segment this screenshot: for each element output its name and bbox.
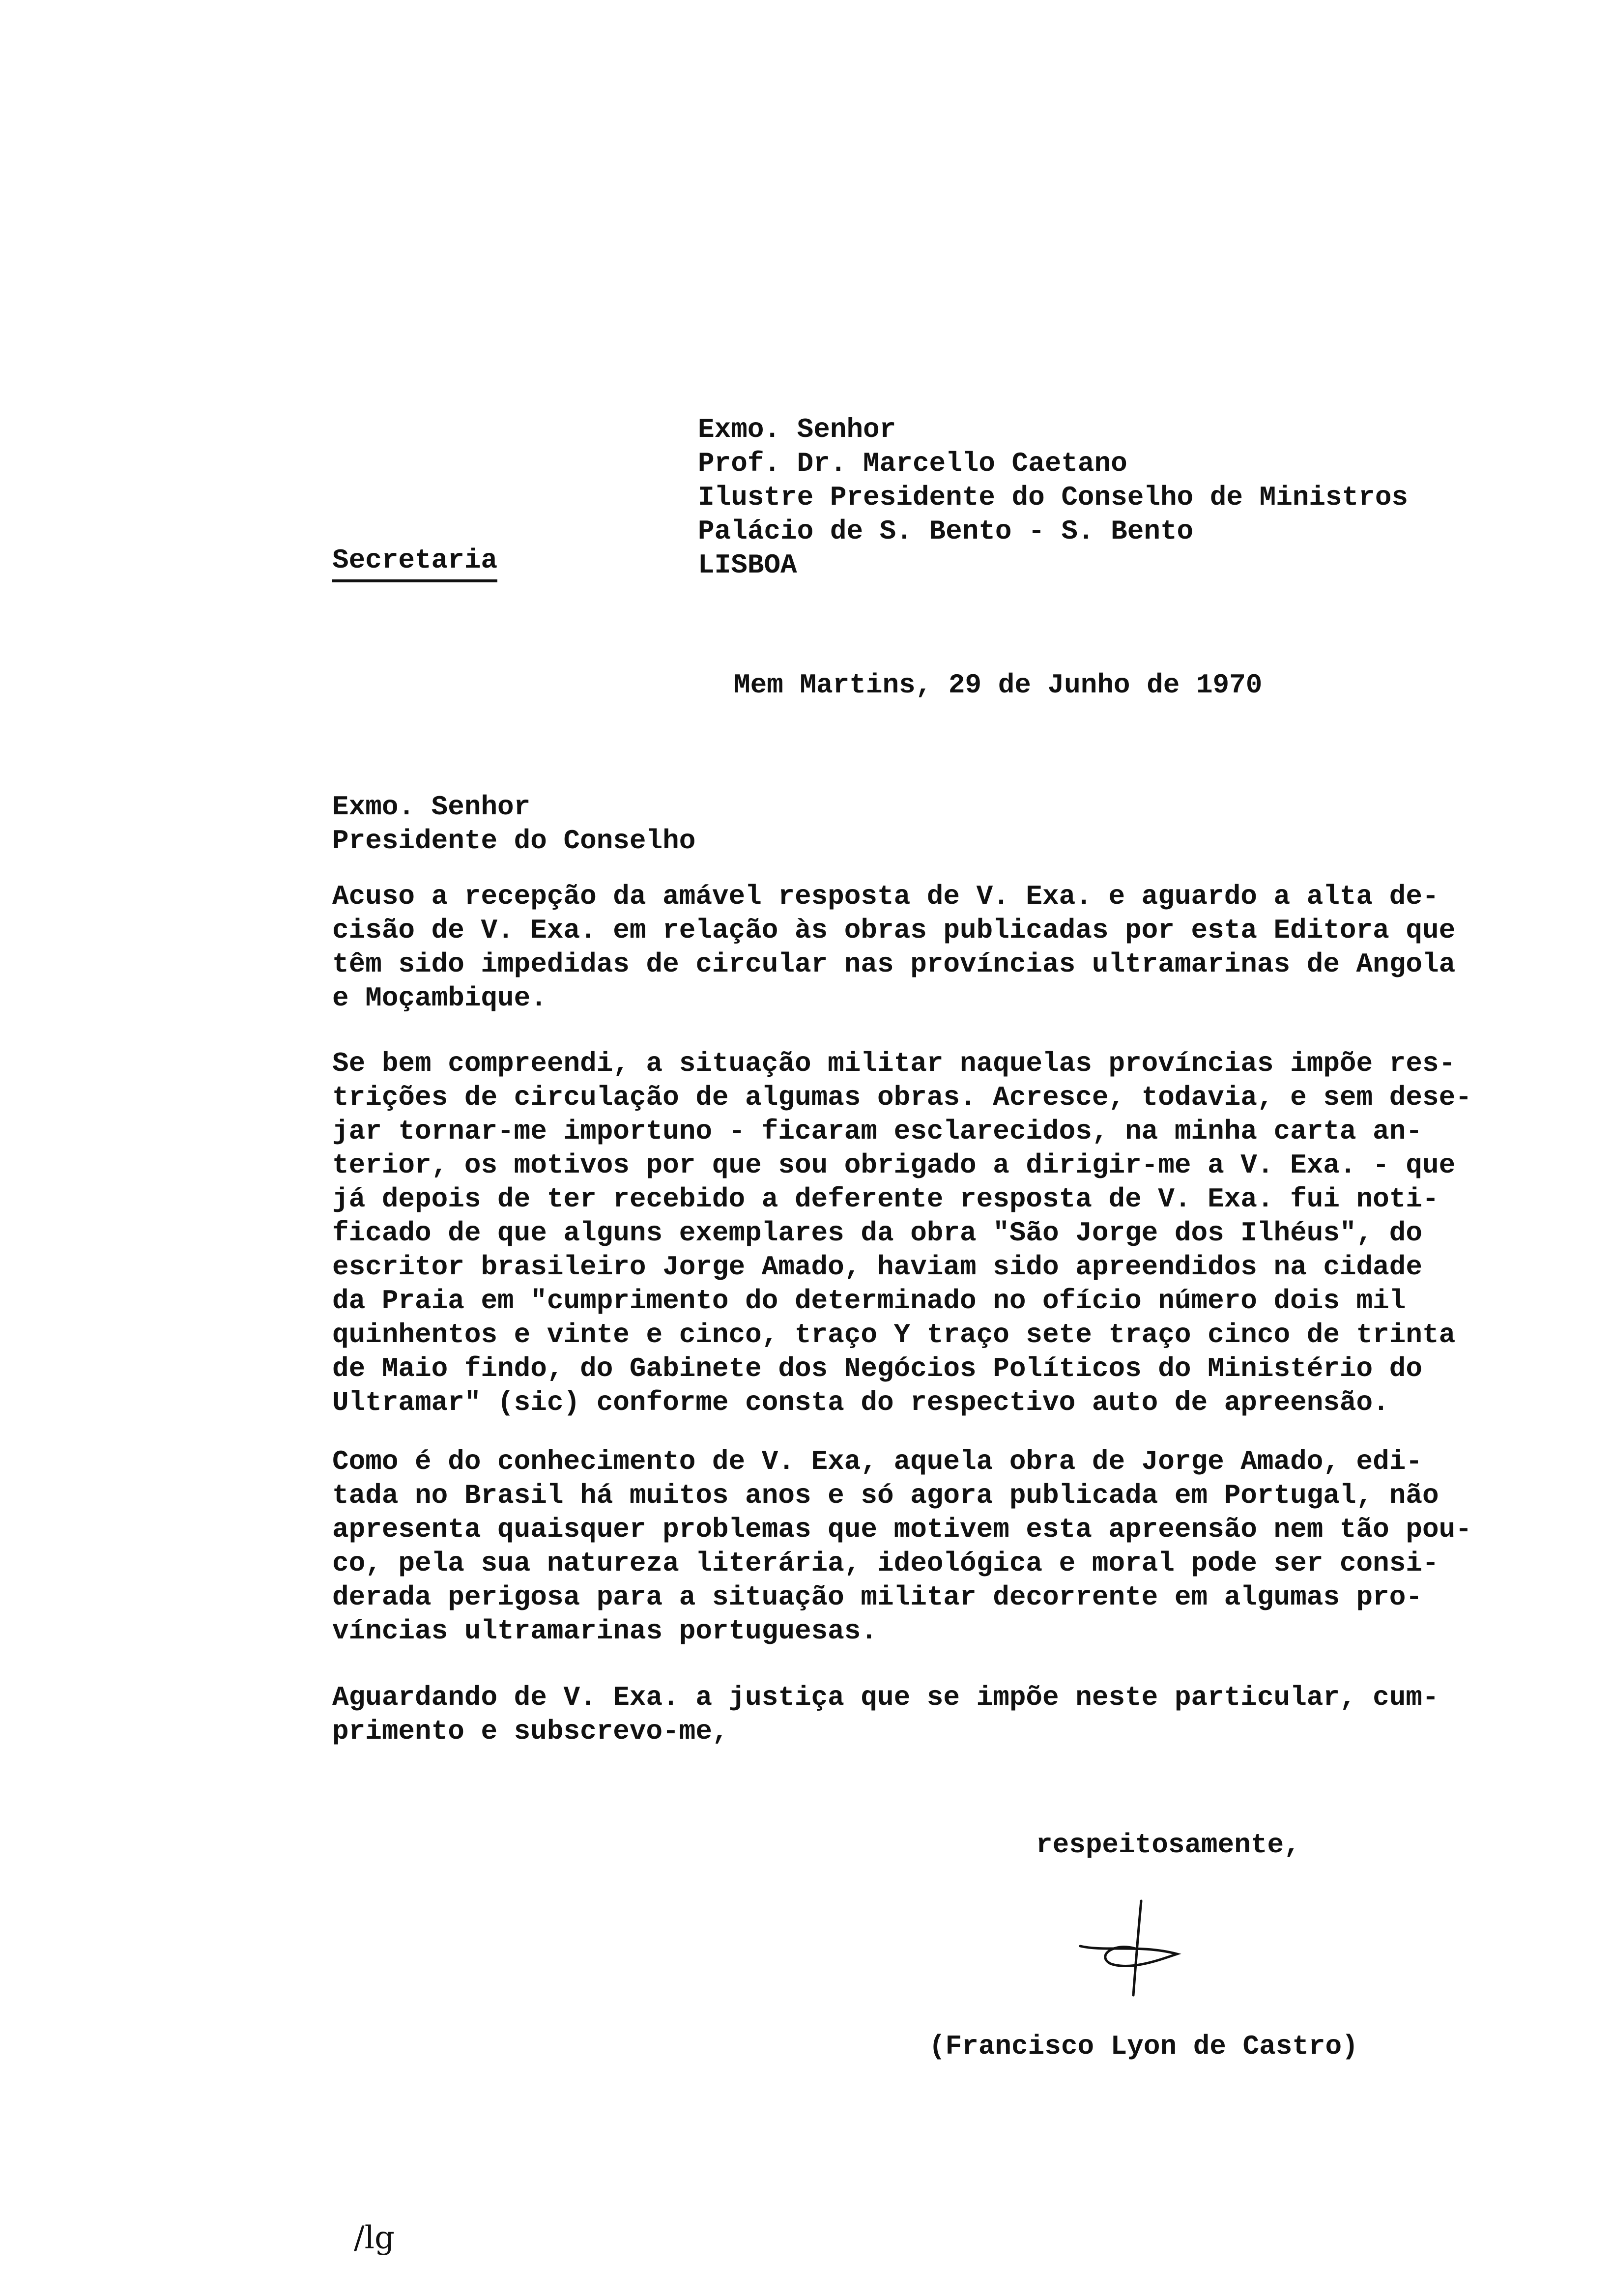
body-paragraph-2: [332, 1047, 1472, 1420]
paragraph-line: quinhentos e vinte e cinco, traço Y traço sete traço cinco de trinta: [332, 1319, 1456, 1350]
paragraph-line: e Moçambique.: [332, 982, 547, 1014]
paragraph-line: Se bem compreendi, a situação militar naquelas províncias impõe res-: [332, 1048, 1456, 1079]
paragraph-line: escritor brasileiro Jorge Amado, haviam sido apreendidos na cidade: [332, 1251, 1422, 1283]
body-paragraph-1: [332, 880, 1455, 1015]
recipient-line: Palácio de S. Bento - S. Bento: [698, 516, 1194, 547]
recipient-address-block: [698, 413, 1408, 582]
paragraph-line: da Praia em "cumprimento do determinado no ofício número dois mil: [332, 1285, 1406, 1317]
paragraph-line: tada no Brasil há muitos anos e só agora publicada em Portugal, não: [332, 1480, 1439, 1511]
paragraph-line: já depois de ter recebido a deferente resposta de V. Exa. fui noti-: [332, 1183, 1439, 1215]
paragraph-line: apresenta quaisquer problemas que motivem esta apreensão nem tão pou-: [332, 1514, 1472, 1545]
paragraph-line: jar tornar-me importuno - ficaram esclarecidos, na minha carta an-: [332, 1116, 1422, 1147]
paragraph-line: trições de circulação de algumas obras. Acresce, todavia, e sem dese-: [332, 1082, 1472, 1113]
paragraph-line: cisão de V. Exa. em relação às obras publicadas por esta Editora que: [332, 915, 1456, 946]
paragraph-line: primento e subscrevo-me,: [332, 1716, 729, 1747]
salutation-block: [332, 790, 695, 858]
paragraph-line: terior, os motivos por que sou obrigado a dirigir-me a V. Exa. - que: [332, 1149, 1456, 1181]
paragraph-line: Ultramar" (sic) conforme consta do respectivo auto de apreensão.: [332, 1387, 1389, 1418]
salutation-line: Presidente do Conselho: [332, 825, 696, 857]
reference-initials: /lg: [354, 2220, 395, 2256]
closing-phrase: respeitosamente,: [1036, 1829, 1300, 1861]
recipient-line: Ilustre Presidente do Conselho de Ministros: [698, 482, 1409, 513]
body-paragraph-4: [332, 1681, 1439, 1749]
paragraph-line: derada perigosa para a situação militar decorrente em algumas pro-: [332, 1581, 1422, 1613]
paragraph-line: Como é do conhecimento de V. Exa, aquela obra de Jorge Amado, edi-: [332, 1446, 1422, 1477]
paragraph-line: víncias ultramarinas portuguesas.: [332, 1615, 877, 1647]
paragraph-line: co, pela sua natureza literária, ideológica e moral pode ser consi-: [332, 1548, 1439, 1579]
handwritten-signature: [1076, 1897, 1194, 2000]
paragraph-line: têm sido impedidas de circular nas províncias ultramarinas de Angola: [332, 948, 1456, 980]
paragraph-line: Acuso a recepção da amável resposta de V. Exa. e aguardo a alta de-: [332, 881, 1439, 912]
paragraph-line: de Maio findo, do Gabinete dos Negócios Políticos do Ministério do: [332, 1353, 1422, 1384]
recipient-line: Exmo. Senhor: [698, 414, 896, 445]
salutation-line: Exmo. Senhor: [332, 791, 531, 823]
paragraph-line: ficado de que alguns exemplares da obra "São Jorge dos Ilhéus", do: [332, 1217, 1422, 1249]
recipient-line: Prof. Dr. Marcello Caetano: [698, 448, 1127, 479]
department-label: Secretaria: [332, 544, 497, 582]
signer-name: (Francisco Lyon de Castro): [929, 2031, 1358, 2062]
paragraph-line: Aguardando de V. Exa. a justiça que se impõe neste particular, cum-: [332, 1682, 1439, 1713]
date-line: Mem Martins, 29 de Junho de 1970: [734, 669, 1263, 701]
recipient-line: LISBOA: [698, 549, 797, 581]
body-paragraph-3: [332, 1445, 1472, 1648]
